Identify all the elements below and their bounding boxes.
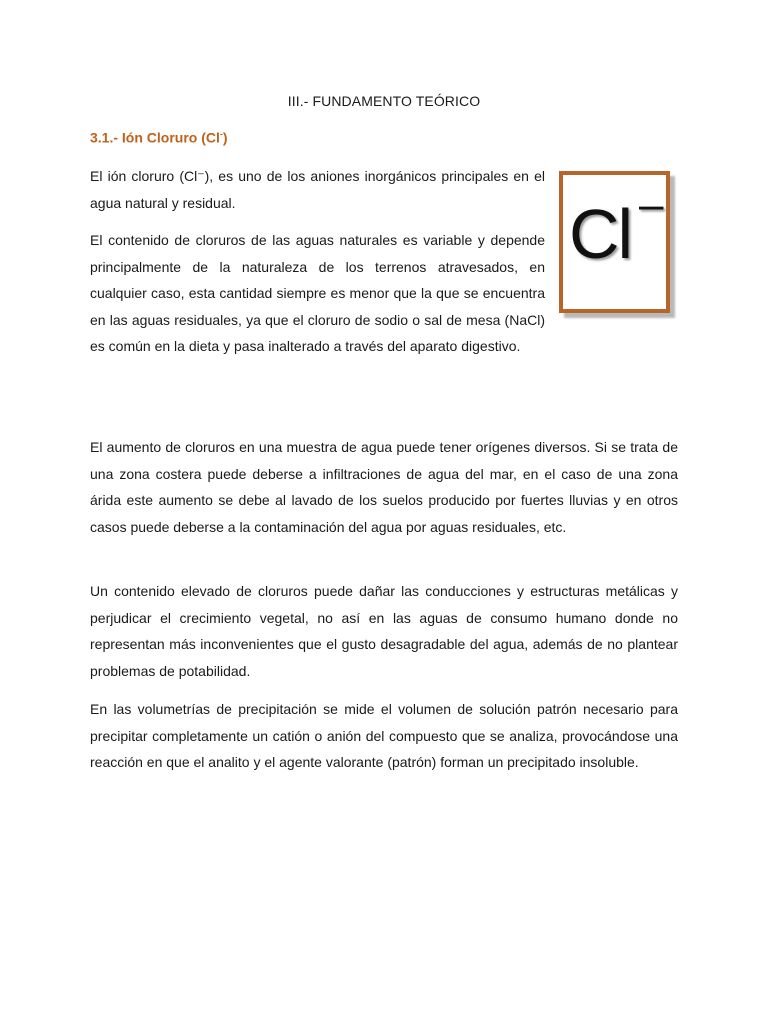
chloride-charge: – <box>639 180 664 229</box>
paragraph-intro: El ión cloruro (Cl⁻), es uno de los aniones inorgánicos principales en el agua natural y residual. <box>90 168 545 211</box>
paragraph-origins: El aumento de cloruros en una muestra de agua puede tener orígenes diversos. Si se trata de una zona costera puede deberse a infiltraciones de agua del mar, en el caso de una zona árida este aumento se debe al lavado de los suelos producido por fuertes lluvias y en otros casos puede deberse a la contaminación del agua por aguas residuales, etc. <box>90 439 678 535</box>
section-heading <box>90 129 228 146</box>
section-heading-superscript: - <box>219 129 223 139</box>
paragraph-volumetry: En las volumetrías de precipitación se mide el volumen de solución patrón necesario para precipitar completamente un catión o anión del compuesto que se analiza, provocándose una reacción en que el analito y el agente valorante (patrón) forman un precipitado insoluble. <box>90 701 678 770</box>
paragraph-effects: Un contenido elevado de cloruros puede dañar las conducciones y estructuras metálicas y perjudicar el crecimiento vegetal, no así en las aguas de consumo humano donde no representan más inconvenientes que el gusto desagradable del agua, además de no plantear problemas de potabilidad. <box>90 583 678 679</box>
section-heading-text: 3.1.- Ión Cloruro (Cl <box>90 129 220 146</box>
section-heading-close: ) <box>222 129 228 146</box>
chloride-symbol-figure <box>559 171 670 313</box>
chloride-symbol: Cl <box>569 195 632 273</box>
page-title: III.- FUNDAMENTO TEÓRICO <box>287 93 481 109</box>
paragraph-content: El contenido de cloruros de las aguas naturales es variable y depende principalmente de la naturaleza de los terrenos atravesados, en cualquier caso, esta cantidad siempre es menor que la que se encuentra en las aguas residuales, ya que el cloruro de sodio o sal de mesa (NaCl) es común en la dieta y pasa inalterado a través del aparato digestivo. <box>90 232 545 354</box>
